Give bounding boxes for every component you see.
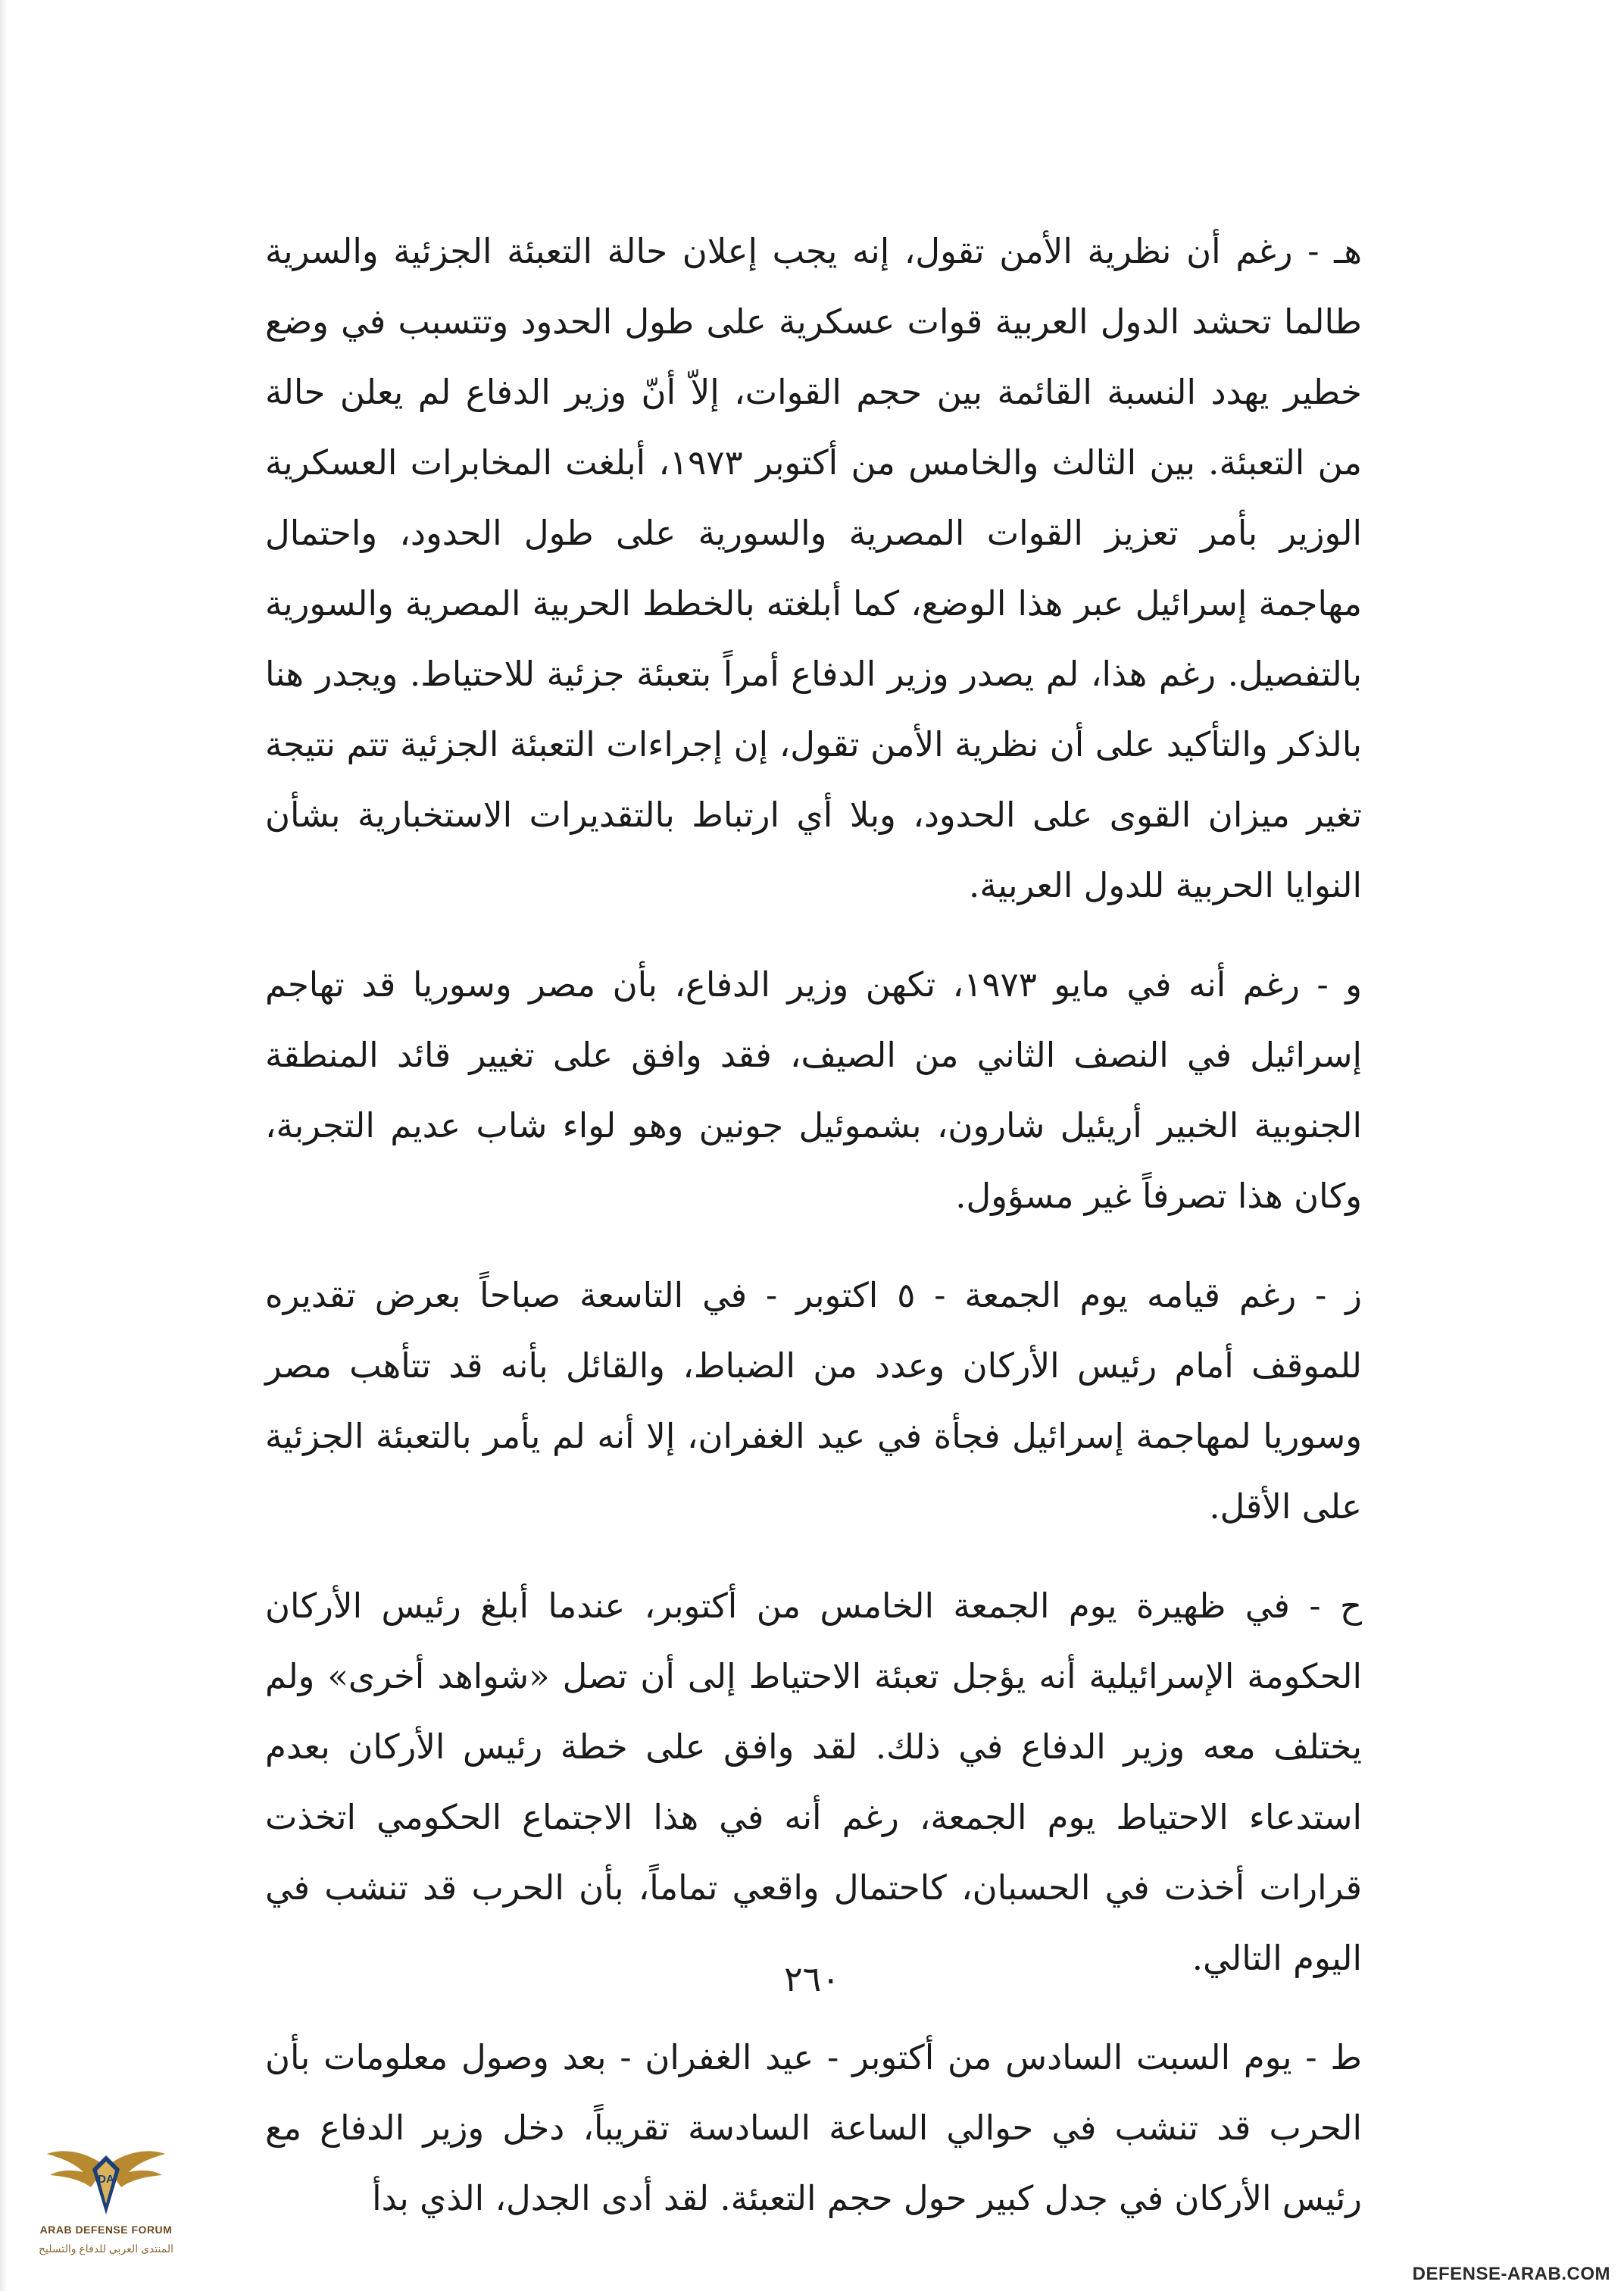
logo-letters: DA	[98, 2173, 114, 2186]
eagle-wings-icon	[45, 2125, 167, 2220]
page-number: ٢٦٠	[783, 1958, 841, 1999]
scan-edge-shadow	[0, 0, 8, 2291]
forum-logo	[23, 2118, 189, 2280]
logo-subtitle: المنتدى العربي للدفاع والتسليح	[39, 2243, 173, 2255]
page-body	[265, 216, 1362, 2262]
watermark-url: DEFENSE-ARAB.COM	[1412, 2264, 1610, 2284]
paragraph-hha: ح - في ظهيرة يوم الجمعة الخامس من أكتوبر، عندما أبلغ رئيس الأركان الحكومة الإسرائيلية أنه يؤجل تعبئة الاحتياط إلى أن تصل «شواهد أخرى» ولم يختلف معه وزير الدفاع في ذلك. لقد وافق على خطة رئيس الأركان بعدم استدعاء الاحتياط يوم الجمعة، رغم أنه في هذا الاجتماع الحكومي اتخذت قرارات أخذت في الحسبان، كاحتمال واقعي تماماً، بأن الحرب قد تنشب في اليوم التالي.	[265, 1586, 1362, 1978]
paragraph-he: هـ - رغم أن نظرية الأمن تقول، إنه يجب إعلان حالة التعبئة الجزئية والسرية طالما تحشد الدول العربية قوات عسكرية على طول الحدود وتتسبب في وضع خطير يهدد النسبة القائمة بين حجم القوات، إلاّ أنّ وزير الدفاع لم يعلن حالة من التعبئة. بين الثالث والخامس من أكتوبر ١٩٧٣، أبلغت المخابرات العسكرية الوزير بأمر تعزيز القوات المصرية والسورية على طول الحدود، واحتمال مهاجمة إسرائيل عبر هذا الوضع، كما أبلغته بالخطط الحربية المصرية والسورية بالتفصيل. رغم هذا، لم يصدر وزير الدفاع أمراً بتعبئة جزئية للاحتياط. ويجدر هنا بالذكر والتأكيد على أن نظرية الأمن تقول، إن إجراءات التعبئة الجزئية تتم نتيجة تغير ميزان القوى على الحدود، وبلا أي ارتباط بالتقديرات الاستخبارية بشأن النوايا الحربية للدول العربية.	[265, 231, 1362, 905]
paragraph-waw: و - رغم أنه في مايو ١٩٧٣، تكهن وزير الدفاع، بأن مصر وسوريا قد تهاجم إسرائيل في النصف الثاني من الصيف، فقد وافق على تغيير قائد المنطقة الجنوبية الخبير أريئيل شارون، بشموئيل جونين وهو لواء شاب عديم التجربة، وكان هذا تصرفاً غير مسؤول.	[265, 964, 1363, 1216]
logo-title: ARAB DEFENSE FORUM	[39, 2224, 173, 2236]
paragraph-zay: ز - رغم قيامه يوم الجمعة - ٥ اكتوبر - في التاسعة صباحاً بعرض تقديره للموقف أمام رئيس الأركان وعدد من الضباط، والقائل بأنه قد تتأهب مصر وسوريا لمهاجمة إسرائيل فجأة في عيد الغفران، إلا أنه لم يأمر بالتعبئة الجزئية على الأقل.	[265, 1275, 1362, 1527]
paragraph-tta: ط - يوم السبت السادس من أكتوبر - عيد الغفران - بعد وصول معلومات بأن الحرب قد تنشب في حوالي الساعة السادسة تقريباً، دخل وزير الدفاع مع رئيس الأركان في جدل كبير حول حجم التعبئة. لقد أدى الجدل، الذي بدأ	[265, 2037, 1362, 2218]
